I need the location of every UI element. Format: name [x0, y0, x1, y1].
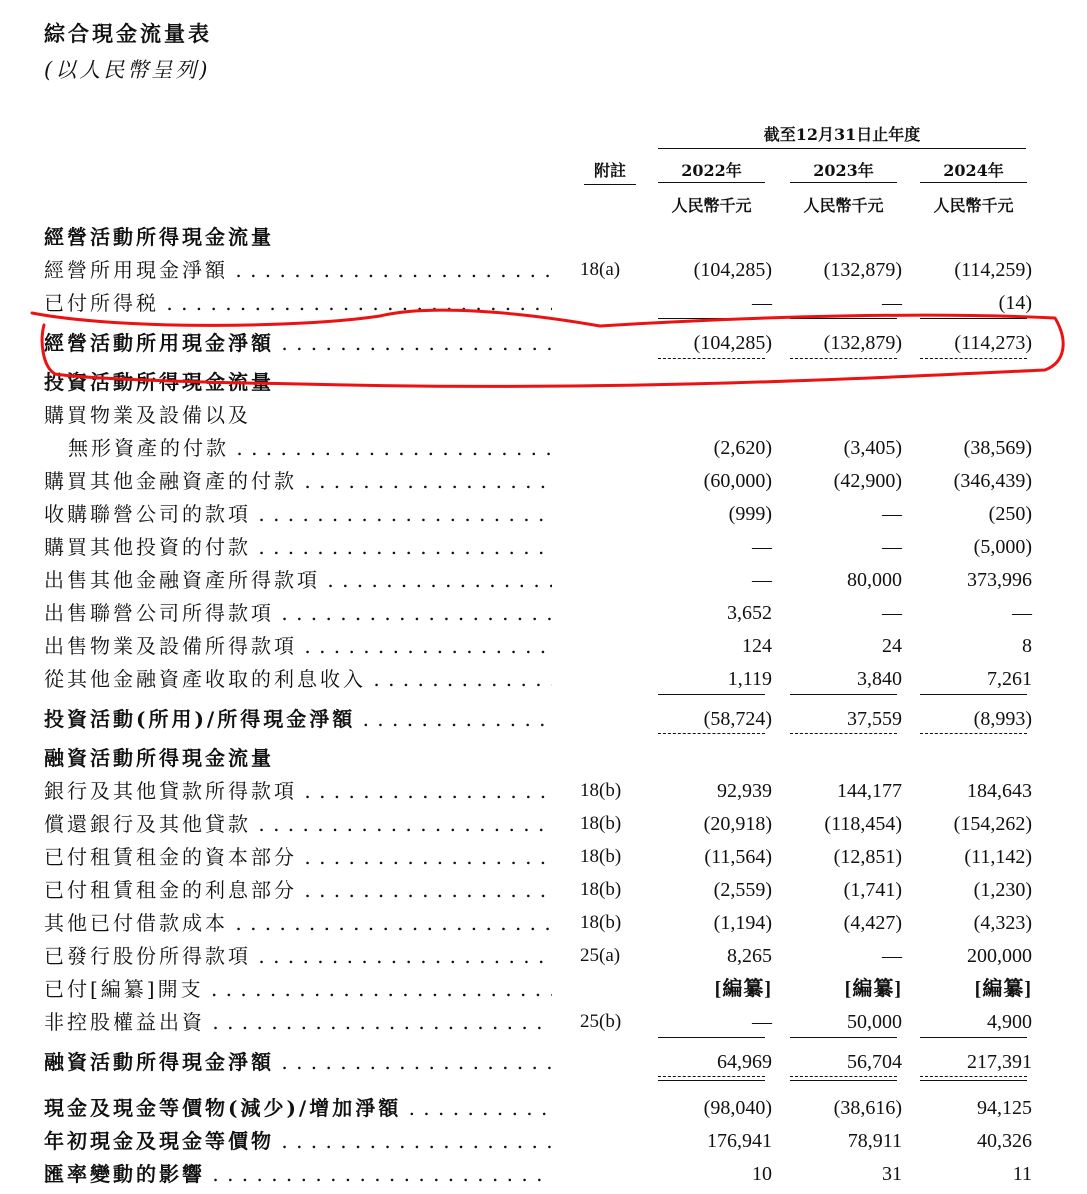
- value-2023: —: [882, 292, 902, 314]
- row-label: 其他已付借款成本 . . .: [44, 910, 552, 936]
- row-label: 出售其他金融資產所得款項 . . .: [44, 567, 552, 593]
- row-label: 購買其他金融資產的付款 . . .: [44, 468, 552, 494]
- row-label: 已付所得税 . . .: [44, 290, 552, 316]
- value-2022: (20,918): [703, 813, 772, 835]
- row-label: 銀行及其他貸款所得款項 . . .: [44, 778, 552, 804]
- row-label: 購買其他投資的付款 . . .: [44, 534, 552, 560]
- value-2024: (4,323): [973, 912, 1032, 934]
- value-2022: —: [752, 569, 772, 591]
- row-note: 18(b): [580, 912, 622, 933]
- value-2022: 3,652: [727, 602, 772, 624]
- value-2023: (1,741): [843, 879, 902, 901]
- period-header: 截至12月31日止年度: [763, 125, 921, 144]
- unit-header-2022: 人民幣千元: [671, 196, 752, 215]
- value-2024: (5,000): [973, 536, 1032, 558]
- value-2022: (58,724): [703, 708, 772, 730]
- year-header-2024: 2024年: [943, 161, 1004, 180]
- row-note: 18(b): [580, 879, 622, 900]
- row-label: 融資活動所得現金流量: [44, 746, 274, 770]
- value-2024: (14): [998, 292, 1032, 314]
- note-column-header: 附註: [593, 161, 626, 180]
- row-note: 18(b): [580, 813, 622, 834]
- value-2024: (346,439): [953, 470, 1032, 492]
- value-2022: (104,285): [693, 259, 772, 281]
- row-label: 無形資產的付款 . . .: [68, 435, 552, 461]
- value-2024: (250): [988, 503, 1032, 525]
- value-2024: 8: [1022, 635, 1032, 657]
- value-2022: 176,941: [707, 1130, 772, 1152]
- value-2023: (3,405): [843, 437, 902, 459]
- value-2022: 10: [752, 1163, 772, 1185]
- unit-header-2023: 人民幣千元: [803, 196, 884, 215]
- row-label: 投資活動(所用)/所得現金淨額 . . .: [44, 706, 552, 732]
- value-2023: 3,840: [857, 668, 902, 690]
- value-2022: (104,285): [693, 332, 772, 354]
- value-2024: [編纂]: [974, 978, 1032, 1000]
- value-2023: (12,851): [833, 846, 902, 868]
- row-label: 已付[編纂]開支 . . .: [44, 976, 552, 1002]
- value-2022: (11,564): [704, 846, 772, 868]
- value-2023: (4,427): [843, 912, 902, 934]
- value-2023: [編纂]: [844, 978, 902, 1000]
- value-2022: (60,000): [703, 470, 772, 492]
- value-2022: 64,969: [717, 1051, 772, 1073]
- value-2024: 184,643: [967, 780, 1032, 802]
- value-2024: (114,273): [954, 332, 1032, 354]
- value-2022: 1,119: [727, 668, 772, 690]
- row-label: 經營所用現金淨額 . . .: [44, 257, 552, 283]
- row-label: 出售物業及設備所得款項 . . .: [44, 633, 552, 659]
- row-label: 非控股權益出資 . . .: [44, 1009, 552, 1035]
- value-2024: 217,391: [967, 1051, 1032, 1073]
- value-2022: —: [752, 292, 772, 314]
- value-2024: 7,261: [987, 668, 1032, 690]
- value-2024: 200,000: [967, 945, 1032, 967]
- row-note: 18(b): [580, 780, 622, 801]
- value-2022: (999): [728, 503, 772, 525]
- row-label: 已發行股份所得款項 . . .: [44, 943, 552, 969]
- value-2024: (8,993): [973, 708, 1032, 730]
- value-2024: 94,125: [977, 1097, 1032, 1119]
- value-2024: 40,326: [977, 1130, 1032, 1152]
- unit-header-2024: 人民幣千元: [933, 196, 1014, 215]
- value-2022: (2,620): [713, 437, 772, 459]
- value-2023: —: [882, 602, 902, 624]
- row-label: 年初現金及現金等價物 . . .: [44, 1128, 552, 1154]
- row-note: 25(b): [580, 1011, 622, 1032]
- value-2023: (132,879): [823, 332, 902, 354]
- value-2022: —: [752, 1011, 772, 1033]
- row-label: 投資活動所得現金流量: [44, 370, 274, 394]
- value-2023: 56,704: [847, 1051, 902, 1073]
- value-2024: (38,569): [963, 437, 1032, 459]
- value-2024: (11,142): [964, 846, 1032, 868]
- row-note: 25(a): [580, 945, 621, 966]
- row-label: 已付租賃租金的利息部分 . . .: [44, 877, 552, 903]
- value-2023: 78,911: [847, 1130, 902, 1152]
- value-2023: 37,559: [847, 708, 902, 730]
- row-label: 出售聯營公司所得款項 . . .: [44, 600, 552, 626]
- value-2023: (132,879): [823, 259, 902, 281]
- row-label: 匯率變動的影響 . . .: [44, 1161, 552, 1187]
- row-label: 現金及現金等價物(減少)/增加淨額 . . .: [44, 1095, 552, 1121]
- value-2023: (38,616): [833, 1097, 902, 1119]
- value-2023: —: [882, 536, 902, 558]
- statement-title: 綜合現金流量表: [44, 21, 212, 46]
- row-label: 融資活動所得現金淨額 . . .: [44, 1049, 552, 1075]
- value-2022: (98,040): [703, 1097, 772, 1119]
- value-2024: (154,262): [953, 813, 1032, 835]
- value-2024: 4,900: [987, 1011, 1032, 1033]
- value-2023: (118,454): [824, 813, 902, 835]
- value-2024: (1,230): [973, 879, 1032, 901]
- value-2024: —: [1012, 602, 1032, 624]
- row-label: 從其他金融資產收取的利息收入 . . .: [44, 666, 552, 692]
- value-2022: 124: [742, 635, 772, 657]
- row-label: 收購聯營公司的款項 . . .: [44, 501, 552, 527]
- value-2023: —: [882, 503, 902, 525]
- value-2022: 8,265: [727, 945, 772, 967]
- value-2022: [編纂]: [714, 978, 772, 1000]
- value-2023: 24: [882, 635, 902, 657]
- value-2022: —: [752, 536, 772, 558]
- value-2023: 80,000: [847, 569, 902, 591]
- value-2023: (42,900): [833, 470, 902, 492]
- value-2024: 11: [1012, 1163, 1032, 1185]
- value-2023: —: [882, 945, 902, 967]
- year-header-2022: 2022年: [681, 161, 742, 180]
- value-2022: (1,194): [713, 912, 772, 934]
- row-label: 償還銀行及其他貸款 . . .: [44, 811, 552, 837]
- row-label: 經營活動所用現金淨額 . . .: [44, 330, 552, 356]
- value-2024: (114,259): [954, 259, 1032, 281]
- highlight-stroke: [32, 310, 1063, 386]
- row-label: 經營活動所得現金流量: [44, 225, 274, 249]
- row-label: 購買物業及設備以及: [44, 403, 251, 427]
- value-2024: 373,996: [967, 569, 1032, 591]
- value-2022: 92,939: [717, 780, 772, 802]
- currency-note: (以人民幣呈列): [44, 58, 211, 82]
- value-2023: 50,000: [847, 1011, 902, 1033]
- row-note: 18(b): [580, 846, 622, 867]
- value-2023: 144,177: [837, 780, 902, 802]
- row-note: 18(a): [580, 259, 621, 280]
- value-2023: 31: [882, 1163, 902, 1185]
- year-header-2023: 2023年: [813, 161, 874, 180]
- row-label: 已付租賃租金的資本部分 . . .: [44, 844, 552, 870]
- value-2022: (2,559): [713, 879, 772, 901]
